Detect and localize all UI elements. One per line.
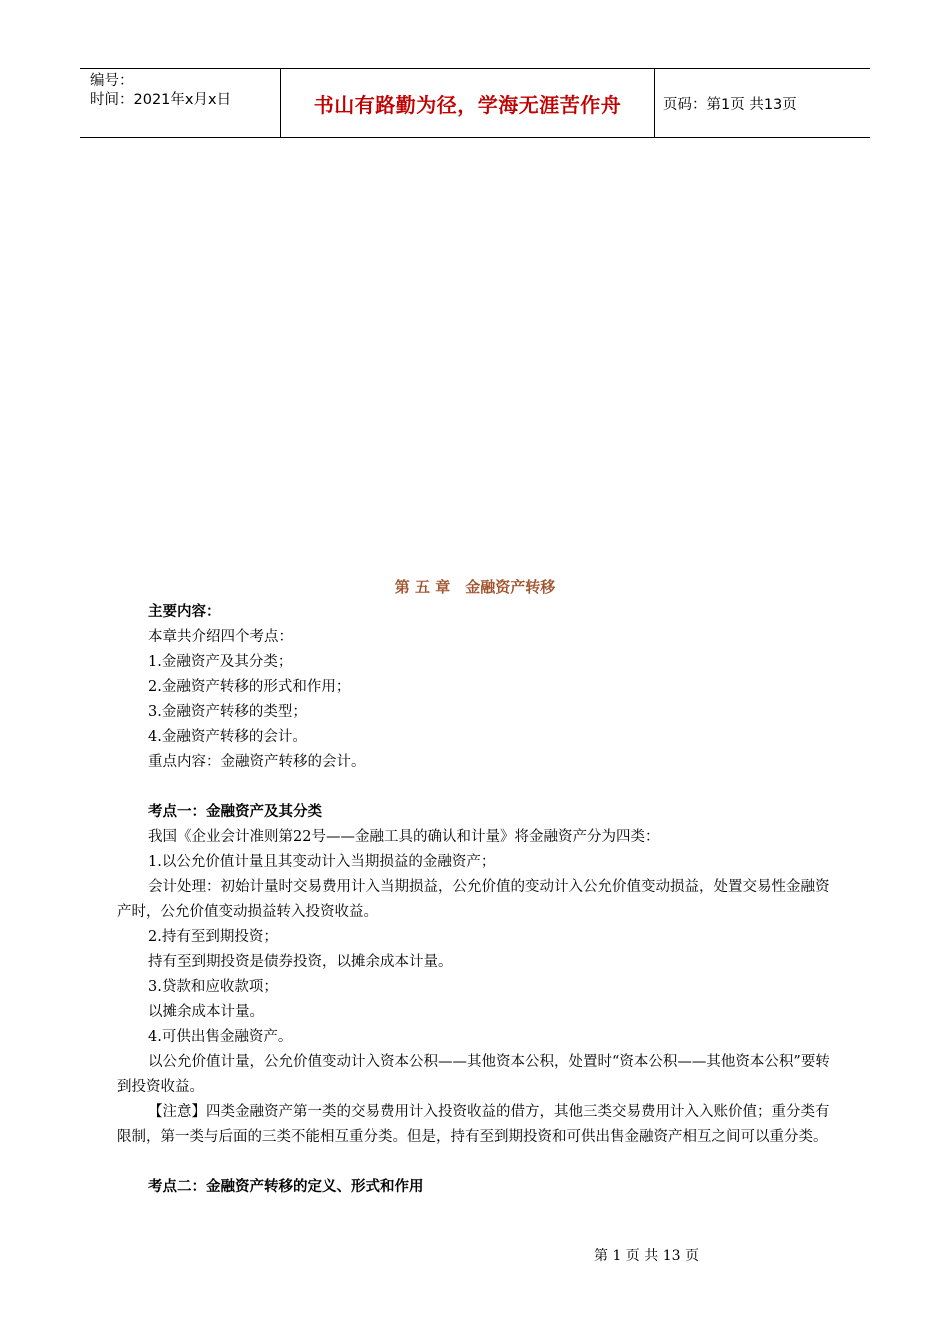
- list-item: 1.以公允价值计量且其变动计入当期损益的金融资产；: [148, 854, 496, 870]
- list-item: 3.贷款和应收款项；: [148, 979, 278, 995]
- time-label: 时间：2021年x月x日: [90, 92, 232, 108]
- number-label: 编号：: [90, 73, 134, 89]
- header-motto-cell: [281, 69, 655, 137]
- chapter-title: 第 五 章 金融资产转移: [394, 578, 556, 596]
- header-page-info: 页码：第1页 共13页: [663, 96, 797, 113]
- motto-text: 书山有路勤为径，学海无涯苦作舟: [313, 92, 622, 117]
- section-heading: 主要内容：: [148, 604, 221, 620]
- list-item: 4.金融资产转移的会计。: [148, 729, 307, 745]
- header-meta: [80, 69, 281, 137]
- list-item: 2.金融资产转移的形式和作用；: [148, 679, 351, 695]
- page-footer: 第 1 页 共 13 页: [594, 1248, 699, 1264]
- paragraph: 以公允价值计量，公允价值变动计入资本公积——其他资本公积，处置时“资本公积——其他资本公积”要转到投资收益。: [117, 1054, 830, 1095]
- document-body: [117, 600, 837, 1200]
- note-paragraph: 【注意】四类金融资产第一类的交易费用计入投资收益的借方，其他三类交易费用计入入账价值；重分类有限制，第一类与后面的三类不能相互重分类。但是，持有至到期投资和可供出售金融资产相互之间可以重分类。: [117, 1104, 830, 1145]
- page-header: [80, 68, 870, 138]
- paragraph: 本章共介绍四个考点：: [148, 629, 293, 645]
- paragraph: 我国《企业会计准则第22号——金融工具的确认和计量》将金融资产分为四类：: [148, 829, 660, 845]
- paragraph: 会计处理：初始计量时交易费用计入当期损益，公允价值的变动计入公允价值变动损益，处置交易性金融资产时，公允价值变动损益转入投资收益。: [117, 879, 830, 920]
- section-heading: 考点二：金融资产转移的定义、形式和作用: [148, 1179, 424, 1195]
- paragraph: 重点内容：金融资产转移的会计。: [148, 754, 366, 770]
- list-item: 3.金融资产转移的类型；: [148, 704, 307, 720]
- paragraph: 持有至到期投资是债券投资，以摊余成本计量。: [148, 954, 453, 970]
- paragraph: 以摊余成本计量。: [148, 1004, 264, 1020]
- section-heading: 考点一：金融资产及其分类: [148, 804, 322, 820]
- list-item: 4.可供出售金融资产。: [148, 1029, 293, 1045]
- list-item: 2.持有至到期投资；: [148, 929, 278, 945]
- list-item: 1.金融资产及其分类；: [148, 654, 293, 670]
